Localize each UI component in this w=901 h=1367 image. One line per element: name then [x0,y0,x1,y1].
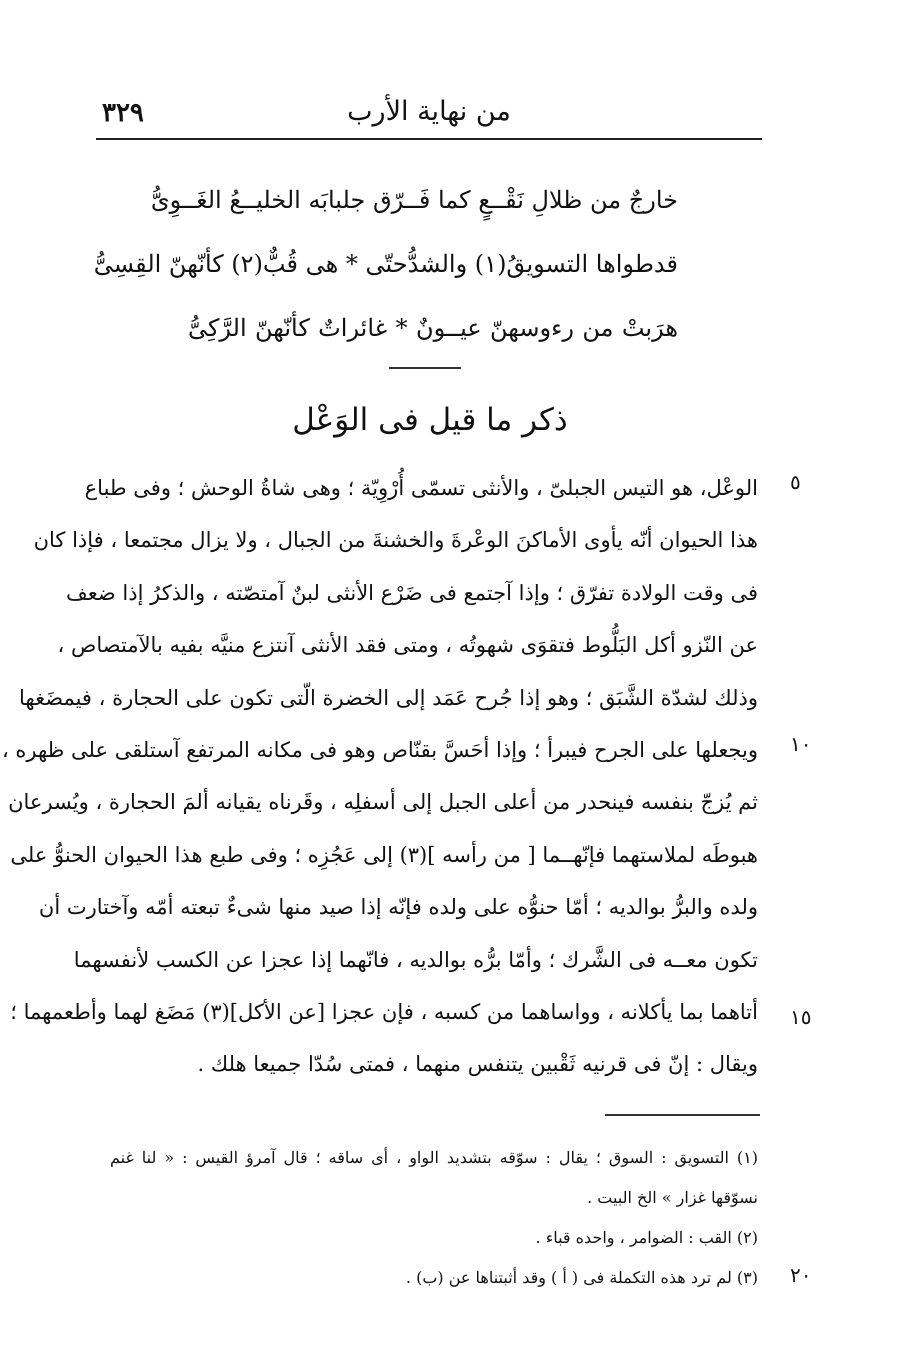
body-line: ويجعلها على الجرح فيبرأ ؛ وإذا أحَسَّ بقنّاص وهو فى مكانه المرتفع آستلقى على ظهره ، [1,737,758,762]
footnotes [110,1138,758,1298]
footnote-line: (٢) القب : الضوامر ، واحده قباء . [535,1228,758,1247]
body-line: تكون معــه فى الشَّرك ؛ وأمّا برُّه بوالديه ، فانّهما إذا عجزا عن الكسب لأنفسهما [73,947,758,972]
verse-line: هرَبتْ من رءوسهنّ عيــونٌ * غائراتٌ كأنّهنّ الرَّكِىُّ [188,314,678,342]
line-number: ٥ [790,470,801,494]
line-number: ١٥ [790,1005,812,1029]
body-line: هبوطَه لملاستهما فإنّهــما [ من رأسه ](٣) إلى عَجُزِه ؛ وفى طبع هذا الحيوان الحنوُّ على [10,842,758,867]
body-line: فى وقت الولادة تفرّق ؛ وإذا آجتمع فى ضَرْع الأنثى لبنٌ آمتصّته ، والذكرُ إذا ضعف [66,580,758,605]
body-line: ويقال : إنّ فى قرنيه ثَقْبين يتنفس منهما ، فمتى سُدّا جميعا هلك . [197,1052,758,1077]
running-title: من نهاية الأرب [347,96,511,127]
page-number: ٣٢٩ [102,98,144,128]
body-line: ثم يُزجّ بنفسه فينحدر من أعلى الجبل إلى أسفلِه ، وقَرناه يقيانه ألمَ الحجارة ، ويُسرعان [8,790,758,815]
line-number: ١٠ [790,732,812,756]
footnote-line: (٣) لم ترد هذه التكملة فى ( أ ) وقد أثبتناها عن (ب) . [405,1268,758,1287]
body-line: أتاهما بما يأكلانه ، وواساهما من كسبه ، فإن عجزا [عن الأكل](٣) مَضَغ لهما وأطعمهما ؛ [10,999,758,1024]
body-line: هذا الحيوان أنّه يأوى الأماكنَ الوعْرةَ والخشنةَ من الجبال ، ولا يزال مجتمعا ، فإذا كان [33,528,758,553]
body-line: وذلك لشدّة الشَّبَق ؛ وهو إذا جُرح عَمَد إلى الخضرة الّتى تكون على الحجارة ، فيمضَغها [19,685,758,710]
verse-line: قدطواها التسويقُ(١) والشدُّحتّى * هى قُبٌّ(٢) كأنّهنّ القِسِىُّ [93,250,678,278]
body-line: ولده والبرُّ بوالديه ؛ أمّا حنوُّه على ولده فإنّه إذا صيد منها شىءٌ تبعته أمّه وآختارت أن [38,895,758,920]
main-text [1,462,758,1091]
verse-divider [389,367,461,369]
poem-verses [93,168,678,360]
verse-line: خارجٌ من ظلالِ نَقْــعٍ كما فَــرّق جلبابَه الخليــعُ الغَــوِىُّ [150,186,678,214]
line-number: ٢٠ [790,1263,812,1287]
body-line: عن النّزو أكل البَلُّوط فتقوَى شهوتُه ، ومتى فقد الأنثى آنتزع منيَّه بفيه بالآمتصاص ، [57,633,758,658]
body-line: الوعْل، هو التيس الجبلىّ ، والأنثى تسمّى أُرْوِيّة ؛ وهى شاةُ الوحش ؛ وفى طباع [84,476,758,500]
footnote-divider [605,1114,760,1116]
section-heading: ذكر ما قيل فى الوَعْل [292,402,568,438]
footnote-line: نسوّقها غزار » الخ البيت . [587,1188,758,1207]
footnote-line: (١) التسويق : السوق ؛ يقال : سوّقه بتشديد الواو ، أى ساقه ؛ قال آمرؤ القيس : « لنا غنم [110,1148,758,1167]
page-header [96,92,762,140]
